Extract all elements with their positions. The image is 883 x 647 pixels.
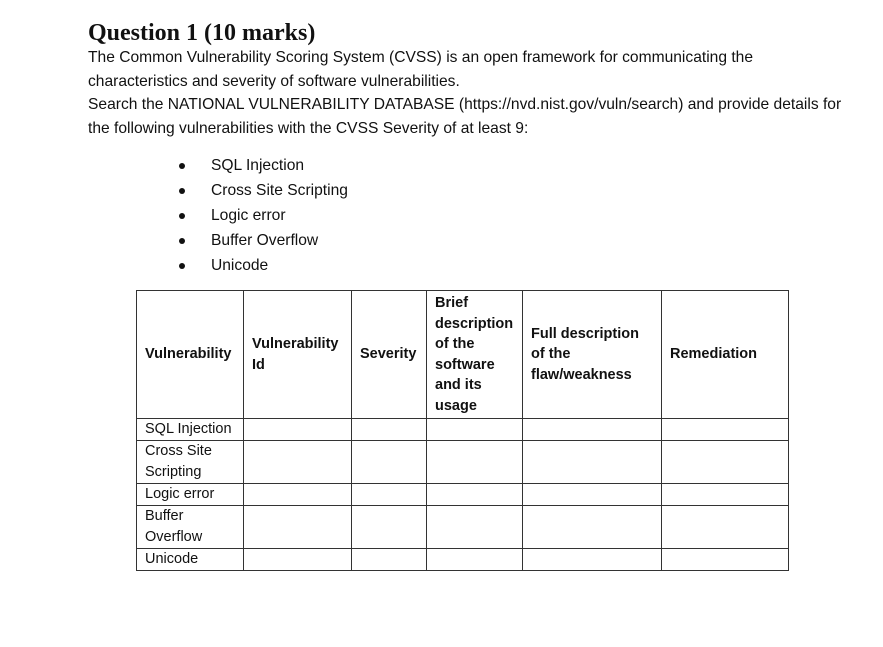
cell-brief-description[interactable] bbox=[427, 484, 523, 506]
header-vulnerability-id: Vulnerability Id bbox=[244, 291, 352, 419]
cell-remediation[interactable] bbox=[662, 549, 789, 571]
bullet-item bbox=[176, 153, 348, 178]
cell-remediation[interactable] bbox=[662, 484, 789, 506]
cell-severity[interactable] bbox=[352, 484, 427, 506]
question-paragraph-instructions: Search the NATIONAL VULNERABILITY DATABASE (https://nvd.nist.gov/vuln/search) and provide details for the following vulnerabilities with the CVSS Severity of at least 9: bbox=[88, 96, 842, 137]
bullet-dot-icon bbox=[179, 188, 185, 194]
table-row bbox=[137, 549, 789, 571]
cell-vulnerability-id[interactable] bbox=[244, 506, 352, 549]
cell-full-description[interactable] bbox=[523, 441, 662, 484]
header-vulnerability: Vulnerability bbox=[137, 291, 244, 419]
bullet-item bbox=[176, 203, 348, 228]
row-vulnerability-name: Unicode bbox=[137, 549, 244, 571]
header-remediation: Remediation bbox=[662, 291, 789, 419]
cell-severity[interactable] bbox=[352, 419, 427, 441]
bullet-label: Cross Site Scripting bbox=[211, 182, 348, 199]
table-row bbox=[137, 506, 789, 549]
cell-remediation[interactable] bbox=[662, 419, 789, 441]
row-vulnerability-name: Buffer Overflow bbox=[137, 506, 244, 549]
row-vulnerability-name: Cross Site Scripting bbox=[137, 441, 244, 484]
bullet-item bbox=[176, 253, 348, 278]
cell-remediation[interactable] bbox=[662, 506, 789, 549]
header-full-description: Full description of the flaw/weakness bbox=[523, 291, 662, 419]
bullet-label: Logic error bbox=[211, 207, 286, 224]
cell-brief-description[interactable] bbox=[427, 441, 523, 484]
cell-severity[interactable] bbox=[352, 549, 427, 571]
cell-full-description[interactable] bbox=[523, 549, 662, 571]
table-row bbox=[137, 441, 789, 484]
vulnerability-bullet-list bbox=[176, 153, 348, 278]
bullet-label: Unicode bbox=[211, 257, 269, 274]
table-row bbox=[137, 419, 789, 441]
bullet-dot-icon bbox=[179, 238, 185, 244]
header-brief-description: Brief description of the software and its usage bbox=[427, 291, 523, 419]
table-header-row bbox=[137, 291, 789, 419]
bullet-dot-icon bbox=[179, 263, 185, 269]
cell-full-description[interactable] bbox=[523, 506, 662, 549]
bullet-label: SQL Injection bbox=[211, 157, 305, 174]
question-heading: Question 1 (10 marks) bbox=[88, 20, 316, 46]
bullet-dot-icon bbox=[179, 213, 185, 219]
cell-severity[interactable] bbox=[352, 441, 427, 484]
row-vulnerability-name: Logic error bbox=[137, 484, 244, 506]
cell-vulnerability-id[interactable] bbox=[244, 441, 352, 484]
table-row bbox=[137, 484, 789, 506]
cell-vulnerability-id[interactable] bbox=[244, 484, 352, 506]
bullet-item bbox=[176, 228, 348, 253]
bullet-item bbox=[176, 178, 348, 203]
cell-severity[interactable] bbox=[352, 506, 427, 549]
bullet-label: Buffer Overflow bbox=[211, 232, 319, 249]
cell-vulnerability-id[interactable] bbox=[244, 549, 352, 571]
row-vulnerability-name: SQL Injection bbox=[137, 419, 244, 441]
question-body bbox=[88, 46, 848, 140]
cell-brief-description[interactable] bbox=[427, 549, 523, 571]
bullet-dot-icon bbox=[179, 163, 185, 169]
vulnerability-table bbox=[136, 290, 789, 571]
question-paragraph-cvss: The Common Vulnerability Scoring System (CVSS) is an open framework for communicating the characteristics and severity of software vulnerabilities. bbox=[88, 49, 754, 90]
cell-brief-description[interactable] bbox=[427, 419, 523, 441]
cell-full-description[interactable] bbox=[523, 484, 662, 506]
cell-remediation[interactable] bbox=[662, 441, 789, 484]
cell-full-description[interactable] bbox=[523, 419, 662, 441]
cell-vulnerability-id[interactable] bbox=[244, 419, 352, 441]
header-severity: Severity bbox=[352, 291, 427, 419]
cell-brief-description[interactable] bbox=[427, 506, 523, 549]
